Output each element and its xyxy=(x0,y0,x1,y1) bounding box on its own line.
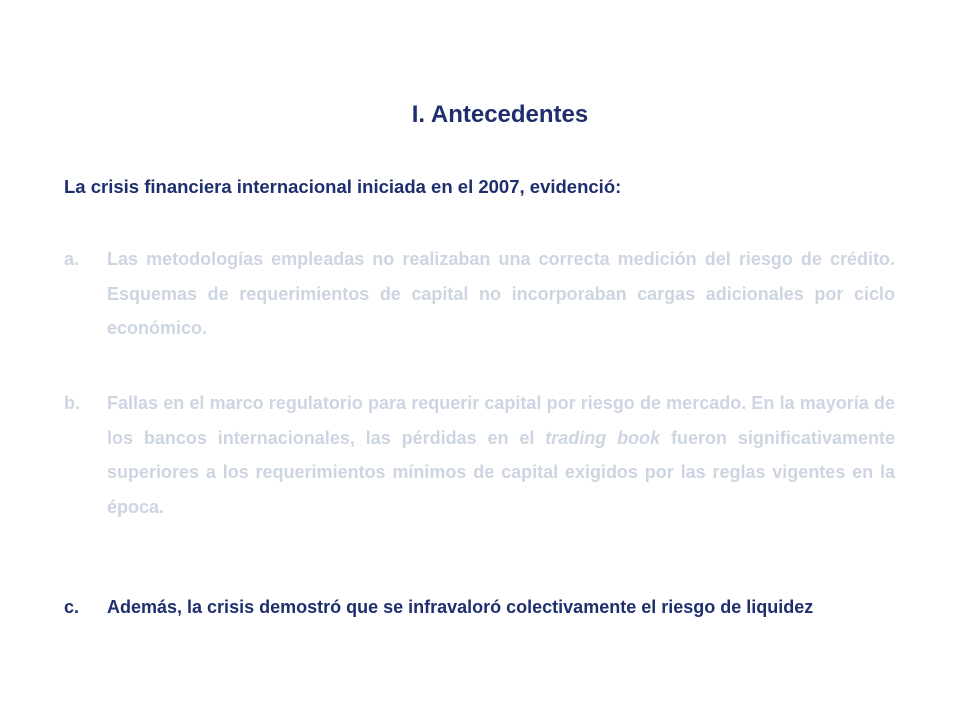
list-marker-b: b. xyxy=(64,393,80,413)
list-item-b xyxy=(64,386,895,524)
list-item-c xyxy=(64,590,895,625)
list-item-c-text: Además, la crisis demostró que se infravaloró colectivamente el riesgo de liquidez xyxy=(107,597,814,617)
list-marker-c: c. xyxy=(64,597,80,617)
list-item-a-text: Las metodologías empleadas no realizaban una correcta medición del riesgo de crédito. Esquemas de requerimientos de capital no incorporaban cargas adicionales por ciclo económico. xyxy=(107,249,895,338)
list-item-b-text-part1: Fallas en el marco regulatorio para requerir capital por riesgo de mercado. En la mayoría de los bancos internacionales, las pérdidas en el xyxy=(107,393,895,448)
list-marker-a: a. xyxy=(64,249,80,269)
slide-title: I. Antecedentes xyxy=(411,101,589,128)
list-item-a xyxy=(64,242,895,346)
trading-book-term: trading book xyxy=(545,427,661,448)
list-item-b-text-part2: fueron significativamente superiores a los requerimientos mínimos de capital exigidos por las reglas vigentes en la época. xyxy=(107,427,895,517)
intro-text: La crisis financiera internacional iniciada en el 2007, evidenció: xyxy=(64,176,622,197)
list-item-b-text xyxy=(107,386,895,524)
